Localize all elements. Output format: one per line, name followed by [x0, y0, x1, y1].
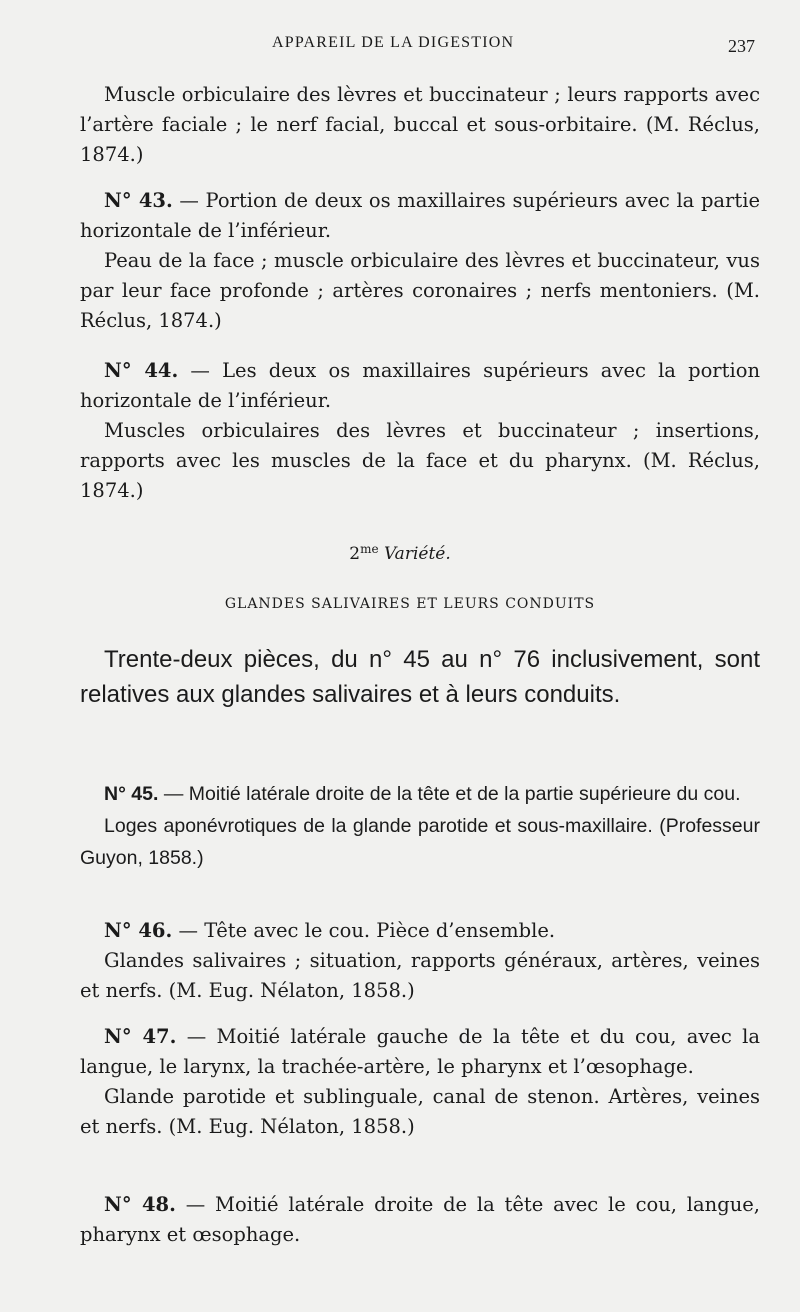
- section-title: GLANDES SALIVAIRES ET LEURS CONDUITS: [224, 596, 596, 612]
- entry-title-line: [80, 1190, 760, 1250]
- entry-description: Loges aponévrotiques de la glande parotide et sous-maxillaire. (Professeur Guyon, 1858.): [80, 815, 760, 869]
- entry-number: N° 44.: [104, 359, 179, 382]
- entry-description: Muscles orbiculaires des lèvres et buccinateur ; insertions, rapports avec les muscles de la face et du pharynx. (M. Réclus, 1874.): [80, 419, 760, 502]
- variety-ordinal-suffix: me: [360, 542, 379, 556]
- entry-title: — Moitié latérale droite de la tête et de la partie supérieure du cou.: [163, 783, 741, 805]
- entry-number: N° 48.: [104, 1193, 176, 1216]
- entry-number: N° 47.: [104, 1025, 177, 1048]
- entry-title-line: [80, 778, 760, 810]
- entry-48: [80, 1190, 760, 1250]
- variety-label: Variété.: [383, 544, 451, 564]
- entry-number: N° 45.: [104, 783, 159, 805]
- entry-title-line: [80, 186, 760, 246]
- entry-description: Peau de la face ; muscle orbiculaire des lèvres et buccinateur, vus par leur face profonde ; artères coronaires ; nerfs mentoniers. (M. Réclus, 1874.): [80, 249, 760, 332]
- entry-47: [80, 1022, 760, 1142]
- continuation-text: Muscle orbiculaire des lèvres et buccinateur ; leurs rapports avec l’artère faciale ; le nerf facial, buccal et sous-orbitaire. (M. Réclus, 1874.): [80, 83, 760, 166]
- entry-title: — Tête avec le cou. Pièce d’ensemble.: [178, 919, 556, 942]
- lead-paragraph: Trente-deux pièces, du n° 45 au n° 76 inclusivement, sont relatives aux glandes salivaires et à leurs conduits.: [80, 646, 760, 708]
- entry-title: — Moitié latérale gauche de la tête et du cou, avec la langue, le larynx, la trachée-artère, le pharynx et l’œsophage.: [80, 1025, 761, 1078]
- entry-number: N° 43.: [104, 189, 173, 212]
- running-title: APPAREIL DE LA DIGESTION: [272, 34, 515, 51]
- entry-43: [80, 186, 760, 336]
- entry-description: Glande parotide et sublinguale, canal de stenon. Artères, veines et nerfs. (M. Eug. Nélaton, 1858.): [80, 1085, 760, 1138]
- entry-44: [80, 356, 760, 506]
- entry-46: [80, 916, 760, 1006]
- page-number: 237: [728, 36, 755, 56]
- continuation-paragraph: [80, 80, 760, 170]
- entry-number: N° 46.: [104, 919, 173, 942]
- variety-ordinal: 2: [349, 544, 361, 564]
- entry-title-line: [80, 916, 760, 946]
- entry-title: — Les deux os maxillaires supérieurs avec la portion horizontale de l’inférieur.: [80, 359, 761, 412]
- entry-title-line: [80, 1022, 760, 1082]
- variety-heading: [0, 542, 800, 564]
- entry-45: [80, 778, 760, 874]
- entry-title: — Portion de deux os maxillaires supérieurs avec la partie horizontale de l’inférieur.: [80, 189, 760, 242]
- entry-description: Glandes salivaires ; situation, rapports généraux, artères, veines et nerfs. (M. Eug. Nélaton, 1858.): [80, 949, 760, 1002]
- entry-title: — Moitié latérale droite de la tête avec le cou, langue, pharynx et œsophage.: [80, 1193, 760, 1246]
- entry-title-line: [80, 356, 760, 416]
